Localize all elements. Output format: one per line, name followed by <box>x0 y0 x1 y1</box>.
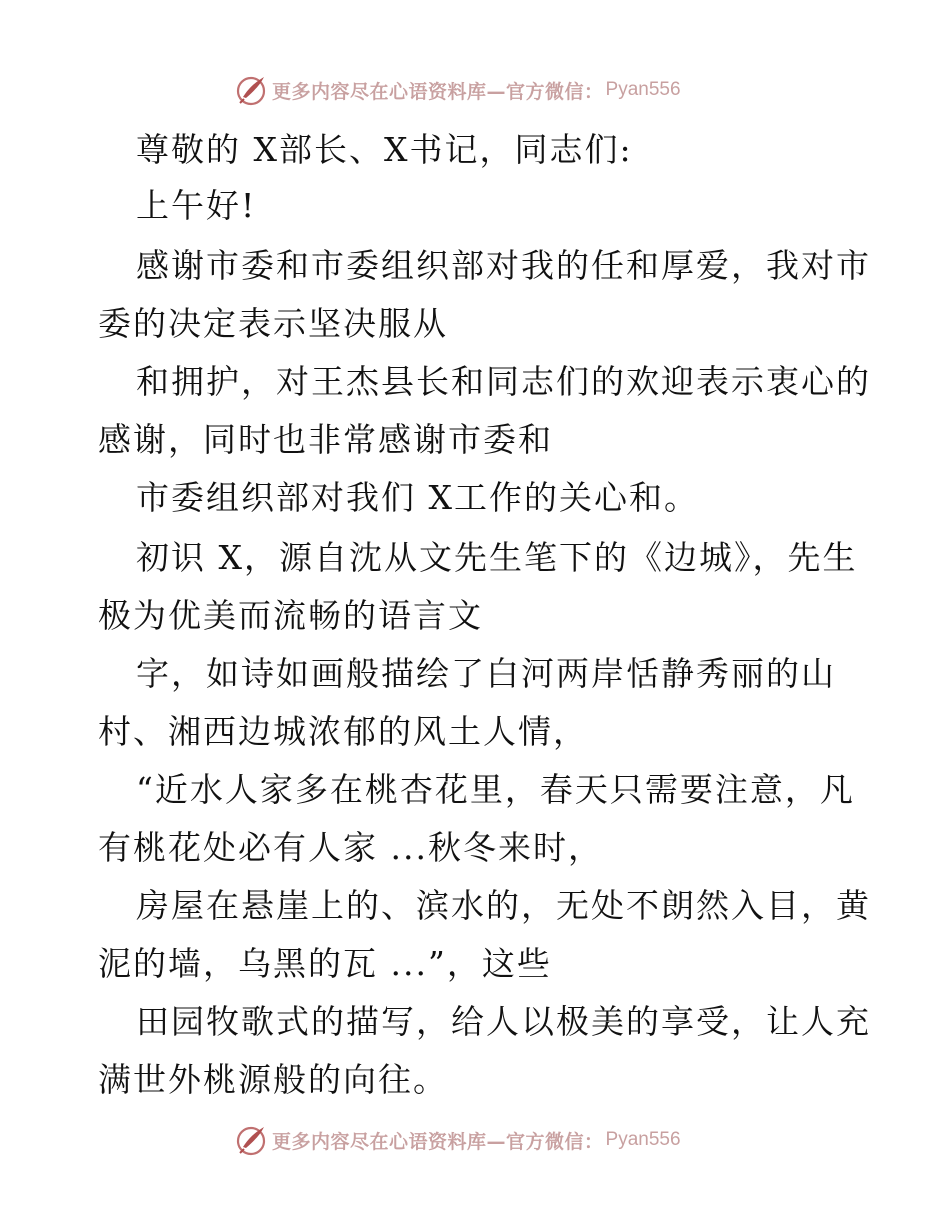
text-line: 村、湘西边城浓郁的风土人情， <box>98 712 588 751</box>
text-line: 田园牧歌式的描写，给人以极美的享受，让人充 <box>136 1002 871 1041</box>
text-line: “近水人家多在桃杏花里，春天只需要注意，凡 <box>136 770 855 809</box>
quill-logo-icon <box>234 73 268 107</box>
text-line: 有桃花处必有人家 ...秋冬来时， <box>98 828 603 867</box>
text-line: 市委组织部对我们 X工作的关心和。 <box>136 478 699 517</box>
text-line: 上午好! <box>136 186 257 225</box>
text-line: 感谢，同时也非常感谢市委和 <box>98 420 553 459</box>
text-line: 初识 X，源自沈从文先生笔下的《边城》，先生 <box>136 538 858 577</box>
watermark-text: 更多内容尽在心语资料库—官方微信： <box>272 1130 604 1153</box>
watermark-banner-top <box>234 72 681 108</box>
text-line: 感谢市委和市委组织部对我的任和厚爱，我对市 <box>136 246 871 285</box>
text-line: 和拥护，对王杰县长和同志们的欢迎表示衷心的 <box>136 362 871 401</box>
quill-logo-icon <box>234 1123 268 1157</box>
watermark-text: 更多内容尽在心语资料库—官方微信： <box>272 80 604 103</box>
watermark-banner-bottom <box>234 1122 681 1158</box>
text-line: 委的决定表示坚决服从 <box>98 304 448 343</box>
text-line: 满世外桃源般的向往。 <box>98 1060 448 1099</box>
text-line: 泥的墙，乌黑的瓦 ...”，这些 <box>98 944 552 983</box>
text-line: 尊敬的 X部长、X书记，同志们: <box>136 130 633 169</box>
text-line: 极为优美而流畅的语言文 <box>98 596 483 635</box>
watermark-wechat-id: Pyan556 <box>605 1129 681 1150</box>
text-line: 房屋在悬崖上的、滨水的，无处不朗然入目，黄 <box>136 886 871 925</box>
watermark-wechat-id: Pyan556 <box>605 79 681 100</box>
text-line: 字，如诗如画般描绘了白河两岸恬静秀丽的山 <box>136 654 836 693</box>
